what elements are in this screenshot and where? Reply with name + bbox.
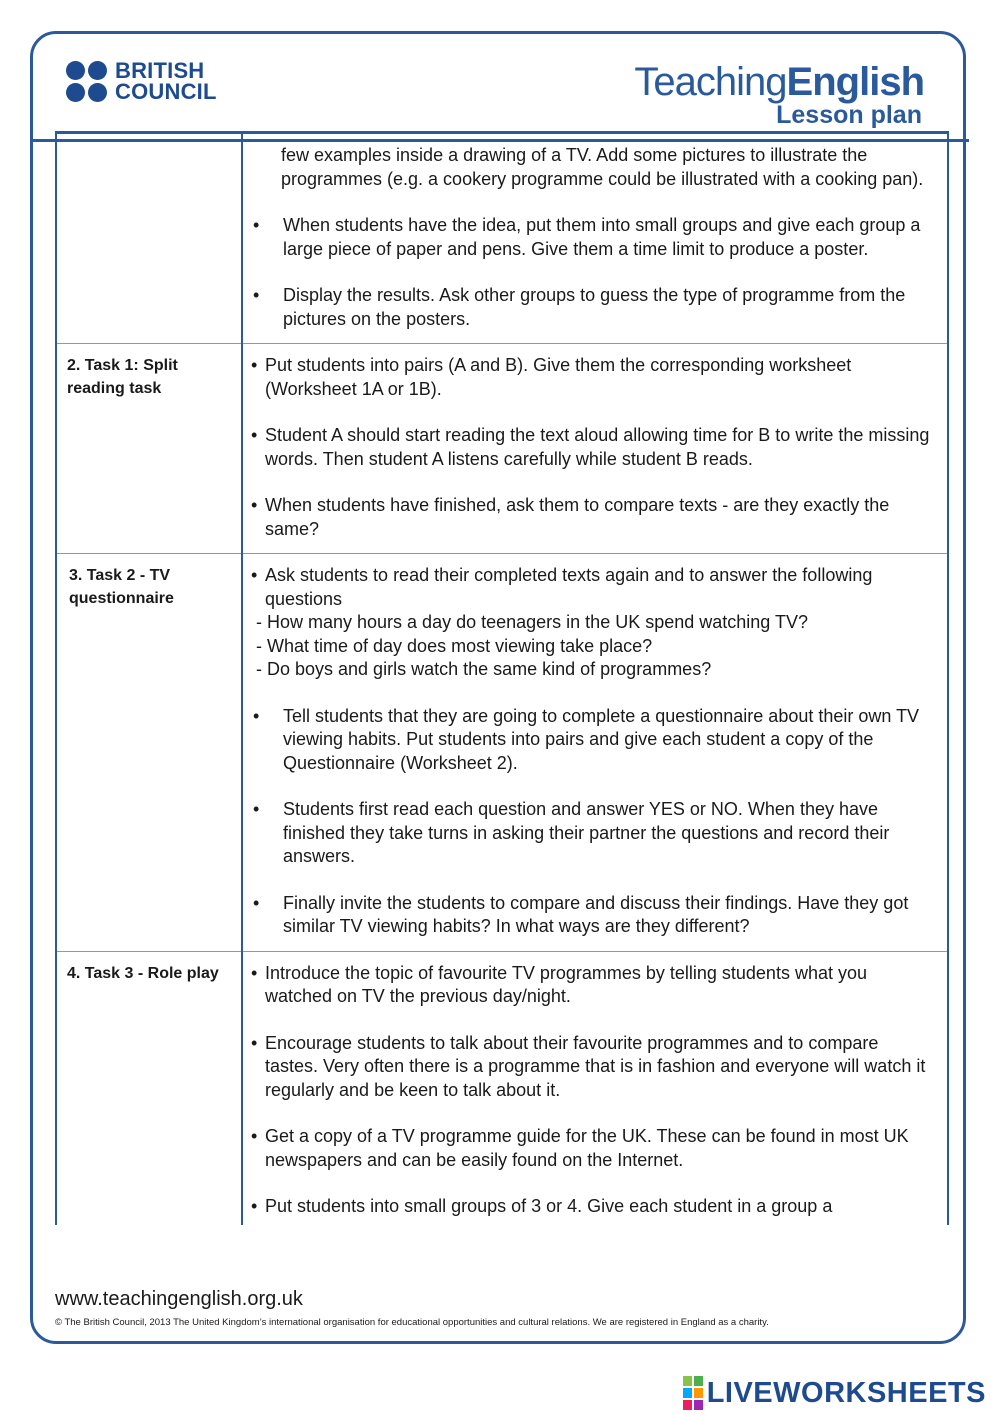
- footer-copyright: © The British Council, 2013 The United Kingdom’s international organisation for educational opportunities and cultural relations. We are registered in England as a charity.: [55, 1317, 769, 1328]
- te-english: English: [786, 60, 924, 104]
- continued-text: few examples inside a drawing of a TV. Add some pictures to illustrate the programmes (e.g. a cookery programme could be illustrated with a cooking pan).: [281, 145, 924, 189]
- liveworksheets-icon: [683, 1376, 703, 1410]
- lesson-plan-subtitle: Lesson plan: [776, 101, 922, 129]
- table-row: [56, 951, 948, 1225]
- lesson-plan-table: [55, 131, 949, 1225]
- table-row: [56, 344, 948, 554]
- list-item: • Students first read each question and answer YES or NO. When they have finished they take turns in asking their partner the questions and record their answers.: [251, 798, 933, 869]
- list-item: • When students have finished, ask them to compare texts - are they exactly the same?: [251, 494, 933, 541]
- british-council-logo: [66, 60, 217, 102]
- list-item: • Tell students that they are going to complete a questionnaire about their own TV viewing habits. Put students into pairs and give each student a copy of the Questionnaire (Worksheet 2).: [251, 705, 933, 776]
- list-item: • When students have the idea, put them into small groups and give each group a large piece of paper and pens. Give them a time limit to produce a poster.: [251, 214, 933, 261]
- question-item: - What time of day does most viewing take place?: [256, 635, 653, 656]
- teaching-english-logo: [634, 60, 924, 128]
- list-item: • Encourage students to talk about their favourite programmes and to compare tastes. Very often there is a programme that is in fashion and everyone will watch it regularly and be keen to talk about it.: [251, 1032, 933, 1103]
- table-row: [56, 133, 948, 344]
- list-item: • Put students into pairs (A and B). Give them the corresponding worksheet (Worksheet 1A or 1B).: [251, 354, 933, 401]
- british-council-dots-icon: [66, 61, 107, 102]
- list-item: • Ask students to read their completed texts again and to answer the following questions: [251, 564, 933, 611]
- bc-line1: BRITISH: [115, 58, 205, 83]
- stage-cell: [56, 133, 242, 344]
- liveworksheets-text: LIVEWORKSHEETS: [706, 1376, 986, 1409]
- te-teaching: Teaching: [634, 60, 787, 104]
- table-row: [56, 554, 948, 952]
- list-item: • Student A should start reading the text aloud allowing time for B to write the missing words. Then student A listens carefully while student B reads.: [251, 424, 933, 471]
- procedure-cell: [242, 554, 948, 952]
- stage-cell: 4. Task 3 - Role play: [56, 951, 242, 1225]
- list-item: • Get a copy of a TV programme guide for the UK. These can be found in most UK newspapers and can be easily found on the Internet.: [251, 1125, 933, 1172]
- procedure-cell: [242, 344, 948, 554]
- bc-line2: COUNCIL: [115, 79, 217, 104]
- list-item: • Display the results. Ask other groups to guess the type of programme from the pictures on the posters.: [251, 284, 933, 331]
- question-item: - Do boys and girls watch the same kind of programmes?: [256, 659, 712, 679]
- list-item: • Finally invite the students to compare and discuss their findings. Have they got similar TV viewing habits? In what ways are they different?: [251, 892, 933, 939]
- liveworksheets-watermark: [683, 1376, 986, 1410]
- question-item: - How many hours a day do teenagers in the UK spend watching TV?: [256, 612, 808, 632]
- list-item: • Put students into small groups of 3 or 4. Give each student in a group a: [251, 1195, 933, 1219]
- procedure-cell: [242, 951, 948, 1225]
- procedure-cell: [242, 133, 948, 344]
- stage-cell: 2. Task 1: Split reading task: [56, 344, 242, 554]
- stage-cell: 3. Task 2 - TV questionnaire: [56, 554, 242, 952]
- footer-url[interactable]: www.teachingenglish.org.uk: [55, 1288, 303, 1310]
- list-item: • Introduce the topic of favourite TV programmes by telling students what you watched on TV the previous day/night.: [251, 962, 933, 1009]
